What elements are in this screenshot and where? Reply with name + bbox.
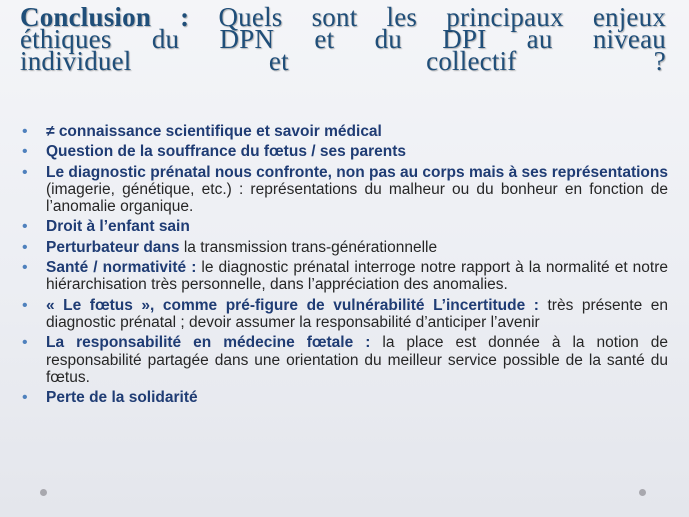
bullet-icon: • xyxy=(22,334,28,352)
title-bold: Conclusion : xyxy=(20,2,190,32)
next-slide-dot-icon[interactable] xyxy=(639,489,646,496)
bullet-bold: Perturbateur dans xyxy=(46,238,180,256)
list-item xyxy=(22,389,668,406)
bullet-text: (imagerie, génétique, etc.) : représentations du malheur ou du bonheur en fonction de l’anomalie organique. xyxy=(46,180,668,216)
bullet-list xyxy=(22,123,668,409)
bullet-text: le diagnostic prénatal interroge notre rapport à la normalité et notre hiérarchisation très personnelle, dans l’appréciation des anomalies. xyxy=(46,259,668,294)
bullet-text: la transmission trans-générationnelle xyxy=(179,238,438,256)
bullet-bold: ≠ connaissance scientifique et savoir médical xyxy=(46,123,382,140)
bullet-bold: Santé / normativité : xyxy=(46,259,197,277)
bullet-bold: Le diagnostic prénatal nous confronte, non pas au corps mais à ses représentations xyxy=(46,163,668,181)
list-item xyxy=(22,123,668,140)
bullet-text: la place est donnée à la notion de responsabilité partagée dans une orientation du meilleur service possible de la santé du fœtus. xyxy=(46,334,668,386)
list-item xyxy=(22,259,668,294)
list-item xyxy=(22,334,668,386)
title-line-2: éthiques du DPN et du DPI au niveau xyxy=(20,24,666,54)
bullet-icon: • xyxy=(22,259,28,277)
list-item xyxy=(22,297,668,332)
bullet-icon: • xyxy=(22,123,28,140)
bullet-icon: • xyxy=(22,163,28,181)
title-line-3: individuel et collectif ? xyxy=(20,46,666,76)
bullet-icon: • xyxy=(22,296,28,314)
bullet-bold: Question de la souffrance du fœtus / ses parents xyxy=(46,143,407,161)
bullet-icon: • xyxy=(22,238,28,256)
list-item xyxy=(22,164,668,216)
bullet-bold: La responsabilité en médecine fœtale : xyxy=(46,334,371,352)
bullet-text: très présente en diagnostic prénatal ; devoir assumer la responsabilité d’anticiper l’avenir xyxy=(46,296,668,331)
list-item xyxy=(22,239,668,256)
bullet-bold: Perte de la solidarité xyxy=(46,389,198,407)
bullet-icon: • xyxy=(22,143,28,161)
list-item xyxy=(22,143,668,160)
list-item xyxy=(22,218,668,235)
bullet-bold: Droit à l’enfant sain xyxy=(46,218,190,236)
title-line-1-rest: Quels sont les principaux enjeux xyxy=(218,2,666,32)
bullet-icon: • xyxy=(22,389,28,407)
bullet-icon: • xyxy=(22,218,28,236)
bullet-bold: « Le fœtus », comme pré-figure de vulnérabilité L’incertitude : xyxy=(46,296,539,314)
slide-title xyxy=(20,2,666,76)
prev-slide-dot-icon[interactable] xyxy=(40,489,47,496)
